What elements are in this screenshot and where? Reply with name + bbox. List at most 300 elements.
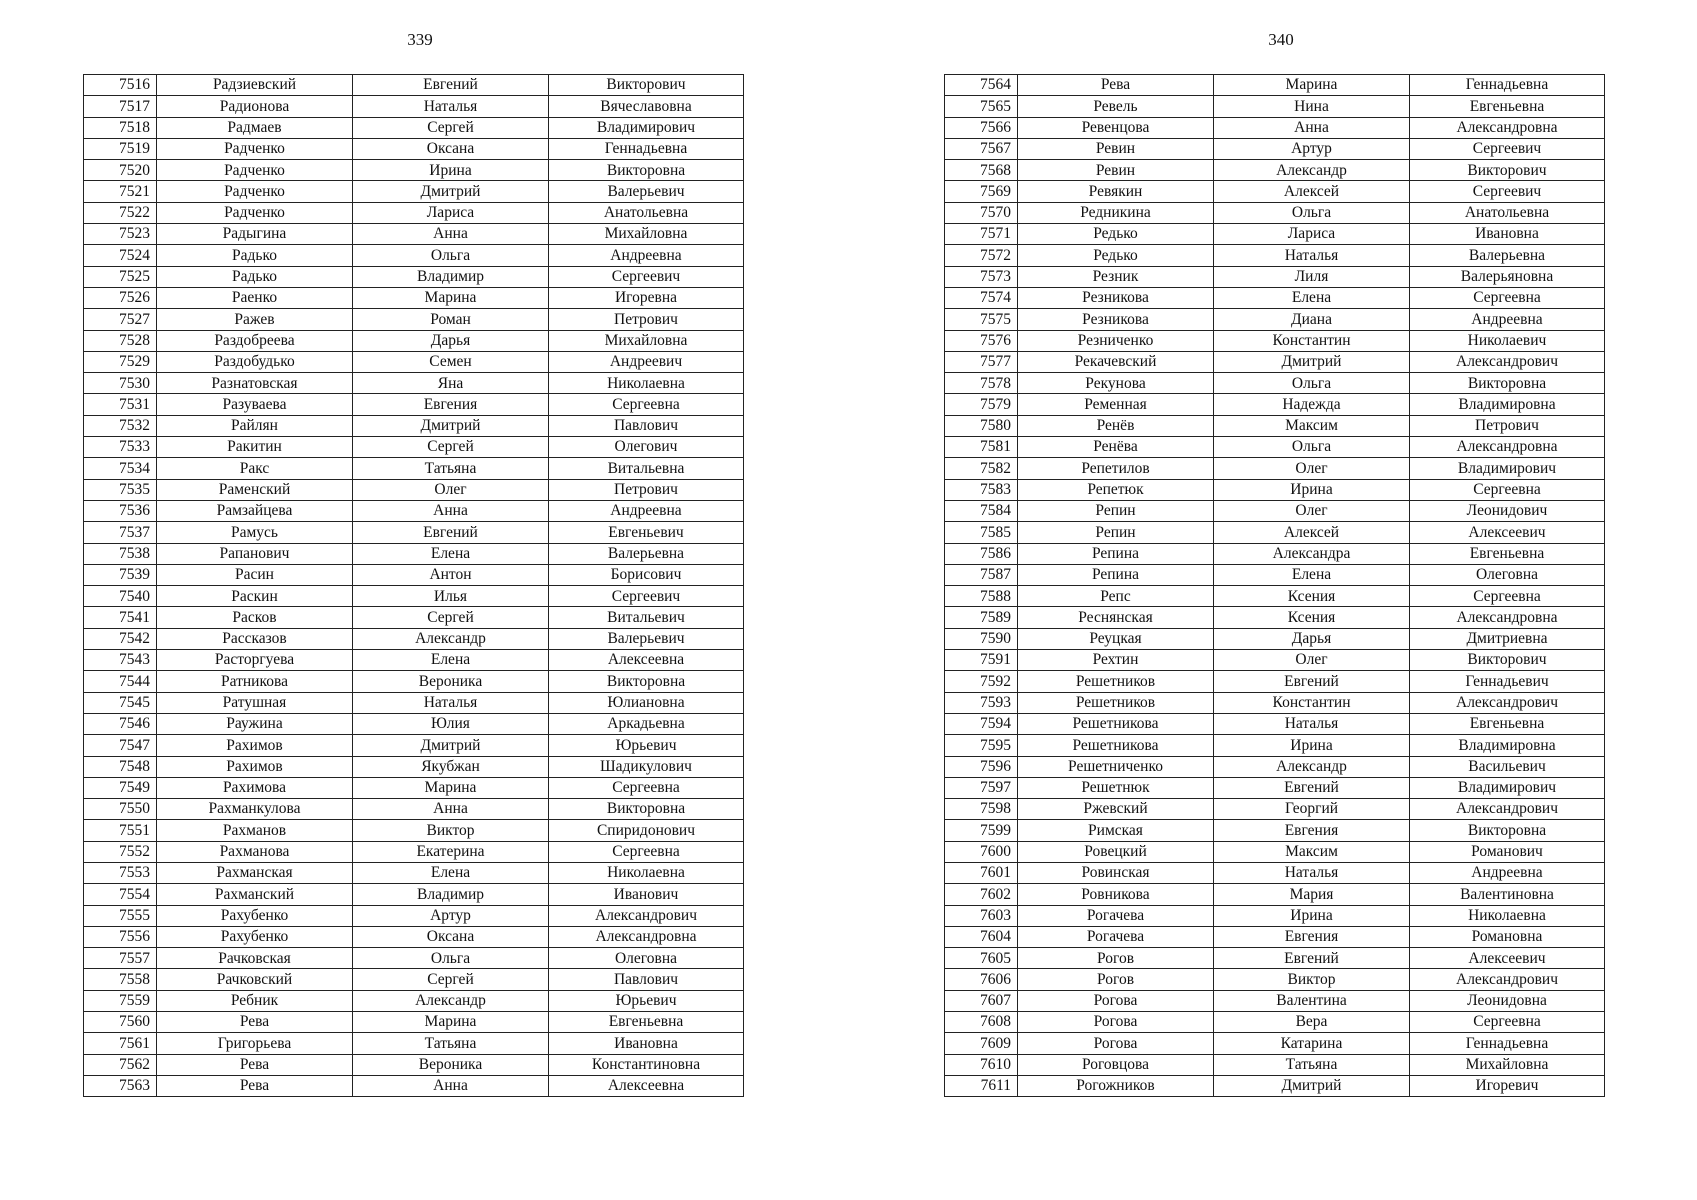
table-row	[945, 905, 1605, 926]
last-name-cell: Рахимова	[157, 777, 353, 798]
record-number-cell: 7565	[945, 96, 1018, 117]
first-name-cell: Вероника	[353, 1054, 549, 1075]
patronymic-cell: Сергеевна	[549, 841, 744, 862]
patronymic-cell: Викторовна	[549, 160, 744, 181]
table-row	[84, 671, 744, 692]
record-number-cell: 7573	[945, 266, 1018, 287]
record-number-cell: 7549	[84, 777, 157, 798]
record-number-cell: 7589	[945, 607, 1018, 628]
record-number-cell: 7542	[84, 628, 157, 649]
patronymic-cell: Витальевич	[549, 607, 744, 628]
last-name-cell: Рахубенко	[157, 905, 353, 926]
table-row	[84, 479, 744, 500]
last-name-cell: Ракитин	[157, 437, 353, 458]
table-row	[945, 650, 1605, 671]
first-name-cell: Оксана	[353, 926, 549, 947]
first-name-cell: Оксана	[353, 138, 549, 159]
first-name-cell: Дмитрий	[1214, 1075, 1410, 1096]
record-number-cell: 7580	[945, 415, 1018, 436]
last-name-cell: Ребник	[157, 990, 353, 1011]
first-name-cell: Константин	[1214, 330, 1410, 351]
first-name-cell: Артур	[1214, 138, 1410, 159]
record-number-cell: 7608	[945, 1012, 1018, 1033]
patronymic-cell: Андреевич	[549, 351, 744, 372]
patronymic-cell: Игоревна	[549, 287, 744, 308]
first-name-cell: Наталья	[1214, 713, 1410, 734]
record-number-cell: 7538	[84, 543, 157, 564]
last-name-cell: Ровникова	[1018, 884, 1214, 905]
table-row	[84, 692, 744, 713]
last-name-cell: Рекачевский	[1018, 351, 1214, 372]
first-name-cell: Екатерина	[353, 841, 549, 862]
table-row	[84, 926, 744, 947]
record-number-cell: 7545	[84, 692, 157, 713]
last-name-cell: Репин	[1018, 522, 1214, 543]
first-name-cell: Олег	[1214, 458, 1410, 479]
first-name-cell: Сергей	[353, 117, 549, 138]
first-name-cell: Марина	[353, 1012, 549, 1033]
patronymic-cell: Андреевна	[549, 245, 744, 266]
last-name-cell: Рамусь	[157, 522, 353, 543]
last-name-cell: Ревякин	[1018, 181, 1214, 202]
patronymic-cell: Викторовна	[1410, 373, 1605, 394]
first-name-cell: Евгения	[1214, 820, 1410, 841]
table-row	[84, 884, 744, 905]
first-name-cell: Александр	[1214, 756, 1410, 777]
table-row	[945, 117, 1605, 138]
last-name-cell: Рахманова	[157, 841, 353, 862]
record-number-cell: 7607	[945, 990, 1018, 1011]
patronymic-cell: Александрович	[1410, 692, 1605, 713]
last-name-cell: Ратникова	[157, 671, 353, 692]
patronymic-cell: Викторовна	[1410, 820, 1605, 841]
patronymic-cell: Шадикулович	[549, 756, 744, 777]
table-row	[945, 224, 1605, 245]
first-name-cell: Ирина	[353, 160, 549, 181]
record-number-cell: 7592	[945, 671, 1018, 692]
table-row	[84, 415, 744, 436]
last-name-cell: Разнатовская	[157, 373, 353, 394]
first-name-cell: Илья	[353, 586, 549, 607]
record-number-cell: 7531	[84, 394, 157, 415]
first-name-cell: Елена	[1214, 564, 1410, 585]
first-name-cell: Татьяна	[353, 458, 549, 479]
record-number-cell: 7577	[945, 351, 1018, 372]
patronymic-cell: Сергеевна	[549, 777, 744, 798]
table-row	[84, 138, 744, 159]
table-row	[945, 394, 1605, 415]
table-row	[945, 415, 1605, 436]
table-row	[945, 841, 1605, 862]
first-name-cell: Семен	[353, 351, 549, 372]
record-number-cell: 7522	[84, 202, 157, 223]
first-name-cell: Максим	[1214, 841, 1410, 862]
first-name-cell: Виктор	[353, 820, 549, 841]
first-name-cell: Алексей	[1214, 181, 1410, 202]
first-name-cell: Ольга	[353, 948, 549, 969]
last-name-cell: Радько	[157, 266, 353, 287]
record-number-cell: 7561	[84, 1033, 157, 1054]
first-name-cell: Лиля	[1214, 266, 1410, 287]
patronymic-cell: Борисович	[549, 564, 744, 585]
first-name-cell: Вероника	[353, 671, 549, 692]
last-name-cell: Ревин	[1018, 138, 1214, 159]
table-row	[945, 948, 1605, 969]
patronymic-cell: Ивановна	[549, 1033, 744, 1054]
table-row	[945, 884, 1605, 905]
last-name-cell: Решетнюк	[1018, 777, 1214, 798]
first-name-cell: Максим	[1214, 415, 1410, 436]
table-row	[84, 756, 744, 777]
patronymic-cell: Михайловна	[1410, 1054, 1605, 1075]
first-name-cell: Наталья	[1214, 245, 1410, 266]
record-number-cell: 7610	[945, 1054, 1018, 1075]
patronymic-cell: Анатольевна	[1410, 202, 1605, 223]
table-row	[945, 543, 1605, 564]
record-number-cell: 7579	[945, 394, 1018, 415]
table-row	[84, 862, 744, 883]
patronymic-cell: Витальевна	[549, 458, 744, 479]
record-number-cell: 7609	[945, 1033, 1018, 1054]
table-row	[945, 373, 1605, 394]
table-row	[945, 351, 1605, 372]
table-row	[84, 351, 744, 372]
table-row	[945, 330, 1605, 351]
first-name-cell: Юлия	[353, 713, 549, 734]
table-row	[84, 373, 744, 394]
record-number-cell: 7600	[945, 841, 1018, 862]
first-name-cell: Александр	[353, 990, 549, 1011]
patronymic-cell: Игоревич	[1410, 1075, 1605, 1096]
patronymic-cell: Олеговна	[1410, 564, 1605, 585]
record-number-cell: 7536	[84, 500, 157, 521]
patronymic-cell: Геннадьевна	[1410, 1033, 1605, 1054]
record-number-cell: 7587	[945, 564, 1018, 585]
first-name-cell: Артур	[353, 905, 549, 926]
patronymic-cell: Петрович	[1410, 415, 1605, 436]
record-number-cell: 7551	[84, 820, 157, 841]
last-name-cell: Рогов	[1018, 969, 1214, 990]
last-name-cell: Раенко	[157, 287, 353, 308]
patronymic-cell: Юлиановна	[549, 692, 744, 713]
page-number-left: 339	[407, 30, 433, 49]
patronymic-cell: Павлович	[549, 969, 744, 990]
patronymic-cell: Алексеевна	[549, 1075, 744, 1096]
last-name-cell: Рачковская	[157, 948, 353, 969]
last-name-cell: Рахманский	[157, 884, 353, 905]
patronymic-cell: Александровна	[1410, 607, 1605, 628]
patronymic-cell: Юрьевич	[549, 990, 744, 1011]
patronymic-cell: Михайловна	[549, 330, 744, 351]
patronymic-cell: Владимирович	[549, 117, 744, 138]
patronymic-cell: Алексеевич	[1410, 522, 1605, 543]
page-number-right: 340	[1268, 30, 1294, 49]
last-name-cell: Рева	[157, 1054, 353, 1075]
first-name-cell: Марина	[1214, 75, 1410, 96]
first-name-cell: Ирина	[1214, 479, 1410, 500]
table-row	[84, 245, 744, 266]
last-name-cell: Радченко	[157, 138, 353, 159]
first-name-cell: Александр	[353, 628, 549, 649]
first-name-cell: Георгий	[1214, 799, 1410, 820]
last-name-cell: Реуцкая	[1018, 628, 1214, 649]
patronymic-cell: Сергеевич	[549, 266, 744, 287]
last-name-cell: Ревин	[1018, 160, 1214, 181]
first-name-cell: Анна	[1214, 117, 1410, 138]
patronymic-cell: Дмитриевна	[1410, 628, 1605, 649]
last-name-cell: Римская	[1018, 820, 1214, 841]
patronymic-cell: Сергеевна	[1410, 479, 1605, 500]
table-row	[84, 607, 744, 628]
first-name-cell: Мария	[1214, 884, 1410, 905]
first-name-cell: Олег	[353, 479, 549, 500]
first-name-cell: Ольга	[1214, 202, 1410, 223]
last-name-cell: Расин	[157, 564, 353, 585]
patronymic-cell: Спиридонович	[549, 820, 744, 841]
first-name-cell: Роман	[353, 309, 549, 330]
last-name-cell: Раздобреева	[157, 330, 353, 351]
table-row	[945, 266, 1605, 287]
record-number-cell: 7595	[945, 735, 1018, 756]
table-row	[945, 160, 1605, 181]
patronymic-cell: Александрович	[1410, 969, 1605, 990]
last-name-cell: Рогова	[1018, 990, 1214, 1011]
patronymic-cell: Геннадьевич	[1410, 671, 1605, 692]
record-number-cell: 7562	[84, 1054, 157, 1075]
table-row	[945, 628, 1605, 649]
last-name-cell: Ренёва	[1018, 437, 1214, 458]
last-name-cell: Радмаев	[157, 117, 353, 138]
first-name-cell: Елена	[1214, 287, 1410, 308]
record-number-cell: 7572	[945, 245, 1018, 266]
table-row	[84, 990, 744, 1011]
patronymic-cell: Викторовна	[549, 671, 744, 692]
first-name-cell: Анна	[353, 500, 549, 521]
record-number-cell: 7583	[945, 479, 1018, 500]
first-name-cell: Анна	[353, 224, 549, 245]
first-name-cell: Евгения	[353, 394, 549, 415]
record-number-cell: 7557	[84, 948, 157, 969]
last-name-cell: Ревель	[1018, 96, 1214, 117]
last-name-cell: Редникина	[1018, 202, 1214, 223]
patronymic-cell: Александрович	[1410, 799, 1605, 820]
patronymic-cell: Валерьевна	[1410, 245, 1605, 266]
last-name-cell: Ревенцова	[1018, 117, 1214, 138]
first-name-cell: Александра	[1214, 543, 1410, 564]
patronymic-cell: Викторович	[1410, 650, 1605, 671]
table-row	[945, 713, 1605, 734]
table-row	[84, 1012, 744, 1033]
roster-table-left	[83, 74, 744, 1097]
patronymic-cell: Валерьевна	[549, 543, 744, 564]
record-number-cell: 7521	[84, 181, 157, 202]
table-row	[945, 479, 1605, 500]
patronymic-cell: Ивановна	[1410, 224, 1605, 245]
patronymic-cell: Анатольевна	[549, 202, 744, 223]
table-row	[84, 777, 744, 798]
last-name-cell: Решетникова	[1018, 713, 1214, 734]
record-number-cell: 7541	[84, 607, 157, 628]
record-number-cell: 7516	[84, 75, 157, 96]
table-row	[945, 75, 1605, 96]
last-name-cell: Решетников	[1018, 671, 1214, 692]
last-name-cell: Раскин	[157, 586, 353, 607]
last-name-cell: Решетниченко	[1018, 756, 1214, 777]
first-name-cell: Владимир	[353, 884, 549, 905]
table-row	[945, 969, 1605, 990]
last-name-cell: Ременная	[1018, 394, 1214, 415]
first-name-cell: Дарья	[353, 330, 549, 351]
first-name-cell: Евгений	[1214, 948, 1410, 969]
record-number-cell: 7544	[84, 671, 157, 692]
table-row	[945, 564, 1605, 585]
last-name-cell: Решетников	[1018, 692, 1214, 713]
last-name-cell: Ровецкий	[1018, 841, 1214, 862]
patronymic-cell: Валерьяновна	[1410, 266, 1605, 287]
patronymic-cell: Аркадьевна	[549, 713, 744, 734]
record-number-cell: 7602	[945, 884, 1018, 905]
table-row	[84, 394, 744, 415]
table-row	[84, 841, 744, 862]
record-number-cell: 7581	[945, 437, 1018, 458]
first-name-cell: Евгений	[353, 75, 549, 96]
first-name-cell: Сергей	[353, 437, 549, 458]
record-number-cell: 7523	[84, 224, 157, 245]
first-name-cell: Ольга	[353, 245, 549, 266]
record-number-cell: 7556	[84, 926, 157, 947]
first-name-cell: Наталья	[353, 692, 549, 713]
table-row	[945, 1054, 1605, 1075]
table-row	[84, 500, 744, 521]
last-name-cell: Рамзайцева	[157, 500, 353, 521]
record-number-cell: 7588	[945, 586, 1018, 607]
table-row	[945, 862, 1605, 883]
patronymic-cell: Владимировна	[1410, 735, 1605, 756]
patronymic-cell: Петрович	[549, 309, 744, 330]
last-name-cell: Ржевский	[1018, 799, 1214, 820]
first-name-cell: Евгений	[1214, 671, 1410, 692]
last-name-cell: Раужина	[157, 713, 353, 734]
patronymic-cell: Андреевна	[549, 500, 744, 521]
table-row	[84, 543, 744, 564]
record-number-cell: 7582	[945, 458, 1018, 479]
first-name-cell: Вера	[1214, 1012, 1410, 1033]
record-number-cell: 7517	[84, 96, 157, 117]
table-row	[84, 202, 744, 223]
table-row	[84, 948, 744, 969]
patronymic-cell: Александрович	[549, 905, 744, 926]
first-name-cell: Наталья	[1214, 862, 1410, 883]
first-name-cell: Антон	[353, 564, 549, 585]
table-row	[945, 437, 1605, 458]
last-name-cell: Расторгуева	[157, 650, 353, 671]
table-row	[84, 564, 744, 585]
record-number-cell: 7527	[84, 309, 157, 330]
patronymic-cell: Алексеевич	[1410, 948, 1605, 969]
patronymic-cell: Сергеевич	[1410, 181, 1605, 202]
table-row	[945, 522, 1605, 543]
last-name-cell: Репетюк	[1018, 479, 1214, 500]
record-number-cell: 7597	[945, 777, 1018, 798]
record-number-cell: 7574	[945, 287, 1018, 308]
last-name-cell: Радченко	[157, 181, 353, 202]
last-name-cell: Разуваева	[157, 394, 353, 415]
first-name-cell: Татьяна	[1214, 1054, 1410, 1075]
record-number-cell: 7590	[945, 628, 1018, 649]
record-number-cell: 7534	[84, 458, 157, 479]
record-number-cell: 7575	[945, 309, 1018, 330]
last-name-cell: Радченко	[157, 160, 353, 181]
first-name-cell: Дмитрий	[353, 415, 549, 436]
patronymic-cell: Андреевна	[1410, 309, 1605, 330]
patronymic-cell: Алексеевна	[549, 650, 744, 671]
last-name-cell: Репетилов	[1018, 458, 1214, 479]
record-number-cell: 7601	[945, 862, 1018, 883]
patronymic-cell: Олегович	[549, 437, 744, 458]
table-row	[84, 799, 744, 820]
record-number-cell: 7528	[84, 330, 157, 351]
patronymic-cell: Владимирович	[1410, 777, 1605, 798]
patronymic-cell: Петрович	[549, 479, 744, 500]
last-name-cell: Григорьева	[157, 1033, 353, 1054]
first-name-cell: Лариса	[353, 202, 549, 223]
record-number-cell: 7524	[84, 245, 157, 266]
last-name-cell: Рогов	[1018, 948, 1214, 969]
first-name-cell: Нина	[1214, 96, 1410, 117]
last-name-cell: Ровинская	[1018, 862, 1214, 883]
patronymic-cell: Николаевна	[549, 373, 744, 394]
first-name-cell: Ольга	[1214, 373, 1410, 394]
patronymic-cell: Сергеевич	[1410, 138, 1605, 159]
record-number-cell: 7540	[84, 586, 157, 607]
patronymic-cell: Валерьевич	[549, 628, 744, 649]
last-name-cell: Ракс	[157, 458, 353, 479]
record-number-cell: 7586	[945, 543, 1018, 564]
table-row	[945, 777, 1605, 798]
patronymic-cell: Сергеевна	[1410, 1012, 1605, 1033]
last-name-cell: Ренёв	[1018, 415, 1214, 436]
record-number-cell: 7563	[84, 1075, 157, 1096]
patronymic-cell: Николаевна	[1410, 905, 1605, 926]
first-name-cell: Елена	[353, 543, 549, 564]
first-name-cell: Евгений	[1214, 777, 1410, 798]
table-row	[945, 309, 1605, 330]
record-number-cell: 7553	[84, 862, 157, 883]
table-row	[945, 245, 1605, 266]
table-row	[945, 671, 1605, 692]
table-row	[945, 1033, 1605, 1054]
record-number-cell: 7519	[84, 138, 157, 159]
patronymic-cell: Валентиновна	[1410, 884, 1605, 905]
record-number-cell: 7585	[945, 522, 1018, 543]
patronymic-cell: Сергеевна	[549, 394, 744, 415]
first-name-cell: Александр	[1214, 160, 1410, 181]
patronymic-cell: Викторович	[1410, 160, 1605, 181]
patronymic-cell: Иванович	[549, 884, 744, 905]
first-name-cell: Сергей	[353, 969, 549, 990]
last-name-cell: Рахимов	[157, 735, 353, 756]
record-number-cell: 7555	[84, 905, 157, 926]
record-number-cell: 7537	[84, 522, 157, 543]
last-name-cell: Рогожников	[1018, 1075, 1214, 1096]
table-row	[84, 628, 744, 649]
table-row	[945, 799, 1605, 820]
record-number-cell: 7603	[945, 905, 1018, 926]
table-row	[84, 735, 744, 756]
last-name-cell: Рахманов	[157, 820, 353, 841]
patronymic-cell: Леонидовна	[1410, 990, 1605, 1011]
first-name-cell: Диана	[1214, 309, 1410, 330]
